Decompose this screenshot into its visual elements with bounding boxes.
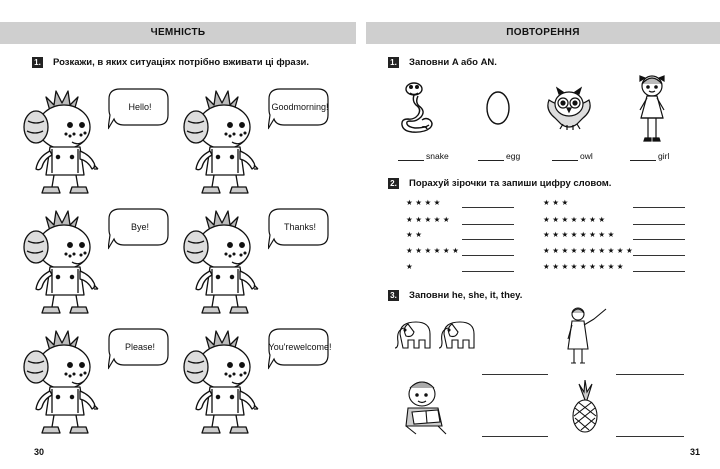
number-answer-line[interactable] [462, 239, 514, 240]
boy-illustration-icon [180, 205, 276, 322]
task-number: 2. [388, 178, 399, 189]
pineapple-icon [568, 380, 602, 436]
boy-illustration-icon [180, 85, 276, 202]
speech-bubble-line: Please! [124, 342, 156, 352]
task-instruction: Порахуй зірочки та запиши цифру словом. [409, 178, 612, 189]
star-count: ★★★★★ [406, 215, 453, 224]
number-answer-line[interactable] [462, 207, 514, 208]
elephants-icon [394, 318, 484, 354]
speech-bubble-line: You're [268, 342, 294, 352]
star-count: ★★★ [543, 198, 571, 207]
speech-bubble-line: welcome! [293, 342, 332, 352]
task-instruction: Заповни he, she, it, they. [409, 290, 523, 301]
right-page [360, 0, 720, 469]
star-count: ★★★★★★★★ [543, 230, 617, 239]
speech-bubble-line: Thanks! [283, 222, 316, 232]
speech-bubble-line: Hello! [128, 102, 152, 112]
teacher-icon [562, 305, 608, 367]
boy-reading-icon [402, 378, 450, 436]
number-answer-line[interactable] [633, 239, 685, 240]
owl-icon [543, 86, 595, 132]
speech-bubble-text [271, 207, 329, 247]
left-header: ЧЕМНІСТЬ [0, 22, 356, 44]
article-blank[interactable] [552, 151, 578, 161]
answer-line-elephants[interactable] [482, 374, 548, 375]
star-count: ★★★★ [406, 198, 443, 207]
page-number-left: 30 [34, 447, 45, 457]
number-answer-line[interactable] [462, 271, 514, 272]
word-item [630, 151, 669, 161]
article-blank[interactable] [478, 151, 504, 161]
speech-bubble-text [111, 327, 169, 367]
snake-icon [398, 80, 438, 138]
task-instruction: Розкажи, в яких ситуаціях потрібно вживати ці фрази. [53, 57, 310, 68]
speech-bubble-line: Bye! [130, 222, 149, 232]
girl-icon [636, 70, 668, 148]
word-label: snake [426, 151, 449, 161]
boy-illustration-icon [20, 205, 116, 322]
number-answer-line[interactable] [633, 271, 685, 272]
speech-bubble-text [271, 87, 329, 127]
task-instruction: Заповни A або AN. [409, 57, 497, 68]
boy-illustration-icon [20, 85, 116, 202]
answer-line-teacher[interactable] [616, 374, 684, 375]
speech-bubble-text [268, 327, 332, 367]
task-number: 1. [32, 57, 43, 68]
word-item [398, 151, 449, 161]
star-count: ★★★★★★★ [543, 215, 608, 224]
left-task-1 [32, 57, 309, 68]
word-item [552, 151, 593, 161]
star-count: ★★★★★★★★★ [543, 262, 627, 271]
right-task-1 [388, 57, 497, 68]
boy-illustration-icon [180, 325, 276, 442]
speech-bubble-text [111, 87, 169, 127]
article-blank[interactable] [630, 151, 656, 161]
egg-icon [485, 90, 511, 126]
star-count: ★ [406, 262, 416, 271]
number-answer-line[interactable] [633, 255, 685, 256]
number-answer-line[interactable] [462, 255, 514, 256]
speech-bubble-line: Good [271, 102, 294, 112]
speech-bubble-line: morning! [293, 102, 329, 112]
task-number: 3. [388, 290, 399, 301]
right-task-3 [388, 290, 522, 301]
number-answer-line[interactable] [633, 207, 685, 208]
speech-bubble-text [111, 207, 169, 247]
article-blank[interactable] [398, 151, 424, 161]
task-number: 1. [388, 57, 399, 68]
boy-illustration-icon [20, 325, 116, 442]
right-header: ПОВТОРЕННЯ [366, 22, 720, 44]
word-label: egg [506, 151, 521, 161]
star-count: ★★★★★★ [406, 246, 462, 255]
answer-line-boy[interactable] [482, 436, 548, 437]
page-number-right: 31 [689, 447, 700, 457]
word-label: girl [658, 151, 670, 161]
star-count: ★★ [406, 230, 425, 239]
number-answer-line[interactable] [633, 224, 685, 225]
star-count: ★★★★★★★★★★ [543, 246, 636, 255]
right-task-2 [388, 178, 611, 189]
number-answer-line[interactable] [462, 224, 514, 225]
word-item [478, 151, 520, 161]
word-label: owl [580, 151, 593, 161]
answer-line-pineapple[interactable] [616, 436, 684, 437]
